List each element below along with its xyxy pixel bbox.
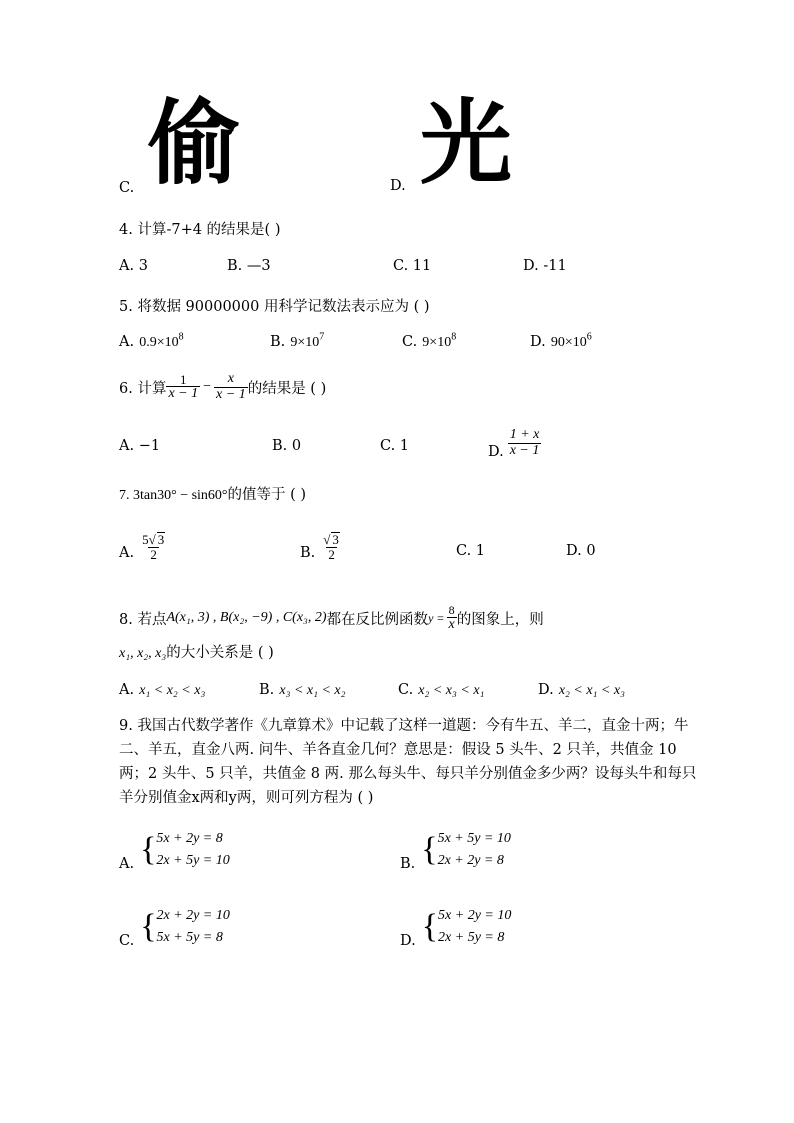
q8-line-2-text: 的大小关系是 ( ) xyxy=(166,645,274,661)
q3-option-c-label: C. xyxy=(119,180,135,196)
q5-option-c-coef: 9 xyxy=(422,335,430,350)
q5-option-a xyxy=(119,331,184,351)
q4-option-d: D. -11 xyxy=(523,258,567,274)
q6-fraction-2-denominator: x − 1 xyxy=(216,386,246,402)
q5-option-c xyxy=(402,331,456,351)
q7-option-b-label: B. xyxy=(300,545,316,562)
q5-option-b-label: B. xyxy=(270,334,286,350)
q6-suffix: 的结果是 ( ) xyxy=(247,380,327,397)
q7-option-a-fraction xyxy=(140,532,167,561)
times-sign: × xyxy=(429,335,438,350)
q8-option-c-expression: x₂ < x₃ < x₁ xyxy=(418,683,485,698)
q6-fraction-2 xyxy=(214,372,248,402)
q3-option-d-character: 光 xyxy=(420,90,513,197)
q7-option-b xyxy=(300,532,342,561)
q6-fraction-1-numerator: 1 xyxy=(180,371,187,387)
times-sign: × xyxy=(564,335,573,350)
q9-option-d xyxy=(400,905,511,949)
q7-option-a-label: A. xyxy=(119,545,135,562)
q8-points: A(x₁, 3) , B(x₂, −9) , C(x₃, 2) xyxy=(166,610,327,626)
q7-option-a-coefficient: 5 xyxy=(142,532,149,547)
q6-option-d-numerator: 1 + x xyxy=(509,427,540,442)
q6-fraction-2-numerator: x xyxy=(227,371,234,386)
base-ten: 10 xyxy=(164,335,179,350)
q8-tail-text: 的图象上，则 xyxy=(456,611,544,628)
q5-option-d-exponent: 6 xyxy=(586,331,592,343)
left-brace: { xyxy=(140,831,157,868)
q8-stem-line-1 xyxy=(119,604,544,632)
q6-fraction-1-denominator: x − 1 xyxy=(168,386,199,402)
q5-option-c-exponent: 8 xyxy=(451,331,457,343)
q5-stem: 5. 将数据 90000000 用科学记数法表示应为 ( ) xyxy=(119,299,430,315)
q5-option-d-coef: 90 xyxy=(550,335,565,350)
q7-stem xyxy=(119,483,306,504)
q7-option-b-radicand: 3 xyxy=(332,532,339,547)
q5-option-a-coef: 0.9 xyxy=(139,335,157,350)
q3-option-c-character: 偷 xyxy=(148,90,241,197)
q8-function-numerator: 8 xyxy=(448,603,455,617)
q8-mid-text: 都在反比例函数 xyxy=(326,611,429,628)
base-ten: 10 xyxy=(437,335,452,350)
q8-function-y: y = xyxy=(428,610,445,625)
q9-option-d-system xyxy=(438,905,511,949)
q9-option-b-equation-1: 5x + 5y = 10 xyxy=(437,831,511,846)
q9-option-a-label: A. xyxy=(119,856,135,872)
q6-option-c: C. 1 xyxy=(380,438,410,454)
q7-stem-text: 的值等于 ( ) xyxy=(227,487,307,503)
q7-option-b-denominator: 2 xyxy=(328,546,335,562)
q4-stem: 4. 计算-7+4 的结果是( ) xyxy=(119,222,281,238)
q8-prefix: 8. 若点 xyxy=(119,611,167,628)
q5-option-a-exponent: 8 xyxy=(178,331,184,343)
q8-option-c-label: C. xyxy=(398,682,414,698)
q9-option-d-equation-2: 2x + 5y = 8 xyxy=(438,930,505,945)
q5-option-b-coef: 9 xyxy=(290,335,298,350)
q6-option-b: B. 0 xyxy=(272,438,302,454)
radical-sign: √ xyxy=(323,532,331,547)
q9-option-c-system xyxy=(157,905,230,949)
left-brace: { xyxy=(421,831,438,868)
q9-option-c-label: C. xyxy=(119,933,135,949)
q4-option-b: B. —3 xyxy=(227,258,271,274)
q8-option-d-label: D. xyxy=(538,682,554,698)
q9-stem: 9. 我国古代数学著作《九章算术》中记载了这样一道题：今有牛五、羊二，直金十两；牛二、羊五，直金八两. 问牛、羊各直金几何？意思是：假设 5 头牛、2 只羊，共值金 10 两；2 头牛、5 只羊，共值金 8 两. 那么每头牛、每只羊分别值金多少两？设每头牛和每只羊分别值金x两和y两，则可列方程为 ( ) xyxy=(119,718,697,806)
q9-option-b xyxy=(400,828,511,872)
q8-option-a-expression: x₁ < x₂ < x₃ xyxy=(139,683,206,698)
left-brace: { xyxy=(140,908,157,945)
q7-option-d: D. 0 xyxy=(566,543,596,559)
q6-prefix: 6. 计算 xyxy=(119,380,167,397)
q9-option-b-label: B. xyxy=(400,856,416,872)
q6-option-d-label: D. xyxy=(488,444,504,461)
q4-option-a: A. 3 xyxy=(119,258,148,274)
q9-option-c-equation-1: 2x + 2y = 10 xyxy=(156,908,230,923)
q8-option-d-expression: x₂ < x₁ < x₃ xyxy=(558,683,625,698)
q9-option-c xyxy=(119,905,230,949)
q9-option-b-system xyxy=(438,828,511,872)
q7-option-a-radicand: 3 xyxy=(157,532,165,547)
q5-option-b-exponent: 7 xyxy=(319,331,325,343)
times-sign: × xyxy=(156,335,165,350)
q7-option-a xyxy=(119,532,167,561)
times-sign: × xyxy=(297,335,306,350)
q6-option-d-fraction xyxy=(508,428,542,458)
q8-option-a-label: A. xyxy=(119,682,135,698)
q9-option-d-label: D. xyxy=(400,933,416,949)
radical-sign: √ xyxy=(148,532,156,547)
q8-function-fraction xyxy=(447,604,457,632)
q8-option-a xyxy=(119,679,205,699)
q8-option-b xyxy=(259,679,346,699)
left-brace: { xyxy=(421,908,439,945)
q5-option-d xyxy=(530,331,592,351)
q8-option-c xyxy=(398,679,484,699)
q8-stem-line-2 xyxy=(119,641,274,662)
base-ten: 10 xyxy=(305,335,320,350)
q8-option-b-expression: x₃ < x₁ < x₂ xyxy=(279,683,346,698)
q3-option-d-label: D. xyxy=(390,178,406,194)
q7-option-a-denominator: 2 xyxy=(150,546,157,562)
q5-option-d-label: D. xyxy=(530,334,546,350)
q6-option-d-denominator: x − 1 xyxy=(509,442,540,458)
q8-option-b-label: B. xyxy=(259,682,275,698)
q6-stem xyxy=(119,372,326,402)
q8-variables: x₁, x₂, x₃ xyxy=(119,646,167,661)
q7-option-c: C. 1 xyxy=(456,543,486,559)
q6-minus: − xyxy=(203,379,212,395)
q9-option-a-equation-1: 5x + 2y = 8 xyxy=(156,831,223,846)
q9-option-a-system xyxy=(156,828,229,872)
q7-option-b-fraction xyxy=(321,532,342,561)
q7-stem-expression: 7. 3tan30° − sin60° xyxy=(119,488,228,503)
q5-option-b xyxy=(270,331,324,351)
q6-fraction-1 xyxy=(166,373,200,402)
q9-option-d-equation-1: 5x + 2y = 10 xyxy=(438,908,512,923)
q8-function-denominator: x xyxy=(448,616,455,632)
q5-option-a-label: A. xyxy=(119,334,135,350)
q8-option-d xyxy=(538,679,625,699)
base-ten: 10 xyxy=(572,335,587,350)
q5-option-c-label: C. xyxy=(402,334,418,350)
q9-option-b-equation-2: 2x + 2y = 8 xyxy=(437,853,504,868)
q9-option-c-equation-2: 5x + 5y = 8 xyxy=(156,930,223,945)
q6-option-a: A. −1 xyxy=(119,438,161,454)
q6-option-d xyxy=(488,427,541,461)
q9-option-a xyxy=(119,828,230,872)
q4-option-c: C. 11 xyxy=(393,258,432,274)
q9-option-a-equation-2: 2x + 5y = 10 xyxy=(156,853,230,868)
